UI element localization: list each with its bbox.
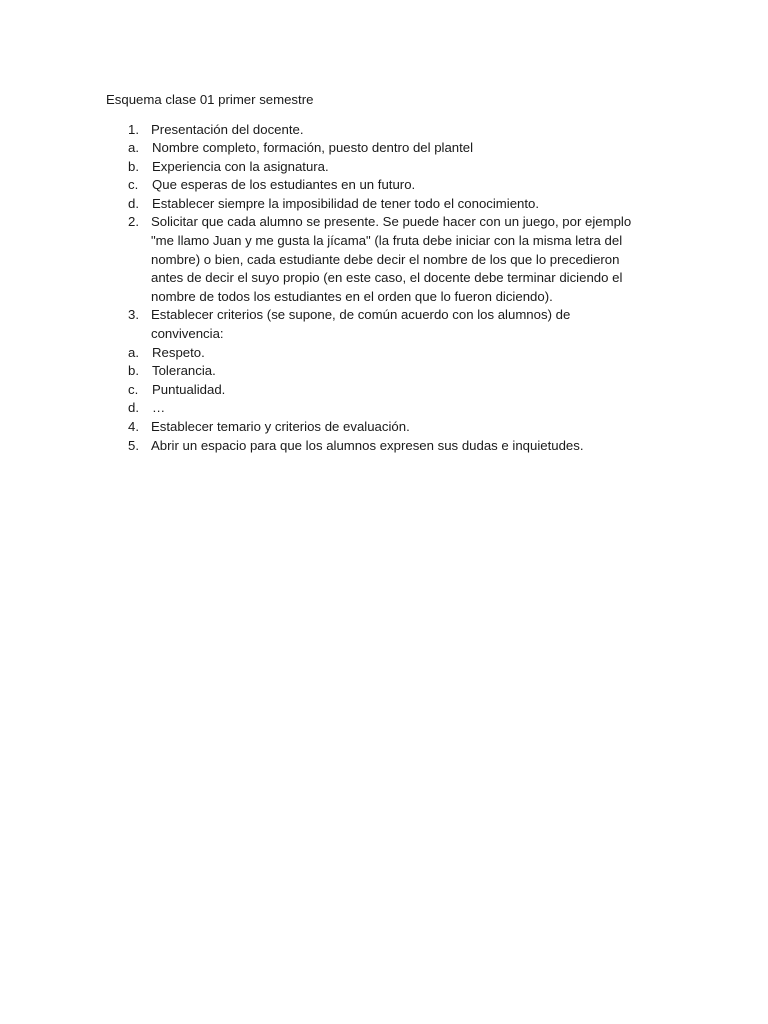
list-item-number: 3. [128, 307, 139, 323]
list-item-text: Abrir un espacio para que los alumnos expresen sus dudas e inquietudes. [151, 437, 584, 453]
sub-item-letter: d. [128, 400, 139, 416]
list-item-4 [106, 418, 646, 437]
sub-item-letter: b. [128, 363, 139, 379]
sub-item-1d [61, 195, 646, 214]
list-item-number: 4. [128, 419, 139, 434]
sub-item-text: Respeto. [152, 344, 205, 360]
numbered-list [106, 121, 646, 456]
sub-item-3c [61, 381, 646, 400]
sub-item-letter: b. [128, 158, 139, 174]
sub-item-letter: c. [128, 177, 139, 193]
list-item-number: 5. [128, 437, 139, 453]
list-item-text: Presentación del docente. [151, 121, 304, 137]
sub-item-text: Puntualidad. [152, 381, 226, 397]
list-item-number: 2. [128, 214, 139, 230]
sub-item-1c [61, 176, 646, 195]
sub-item-1b [61, 158, 646, 177]
sub-item-letter: a. [128, 344, 139, 360]
sub-item-text: Que esperas de los estudiantes en un futuro. [152, 177, 416, 193]
sub-item-letter: d. [128, 195, 139, 211]
sub-item-text: Tolerancia. [152, 363, 216, 379]
list-item-text: Establecer criterios (se supone, de común acuerdo con los alumnos) de convivencia: [151, 307, 571, 342]
list-item-text: Establecer temario y criterios de evaluación. [151, 419, 410, 434]
sub-item-letter: c. [128, 381, 139, 397]
list-item-text: Solicitar que cada alumno se presente. Se puede hacer con un juego, por ejemplo "me llamo Juan y me gusta la jícama" (la fruta debe iniciar con la misma letra del nombre) o bien, cada estudiante debe decir el nombre de los que lo precedieron antes de decir el suyo propio (en este caso, el docente debe terminar diciendo el nombre de todos los estudiantes en el orden que lo fueron diciendo). [151, 214, 632, 304]
list-item-3 [106, 306, 646, 343]
sub-item-text: Establecer siempre la imposibilidad de tener todo el conocimiento. [152, 195, 540, 211]
list-item-number: 1. [128, 121, 139, 137]
list-item-2 [106, 213, 646, 306]
list-item-5 [106, 437, 646, 456]
sub-item-1a [61, 139, 646, 158]
sub-item-3d [61, 399, 646, 418]
document-title: Esquema clase 01 primer semestre [106, 92, 314, 107]
sub-item-text: Experiencia con la asignatura. [152, 158, 329, 174]
list-item-1 [106, 121, 646, 140]
sub-item-letter: a. [128, 140, 139, 156]
sub-item-3b [61, 362, 646, 381]
sub-item-text: … [152, 400, 166, 416]
sub-item-text: Nombre completo, formación, puesto dentro del plantel [152, 140, 474, 156]
sub-item-3a [61, 344, 646, 363]
